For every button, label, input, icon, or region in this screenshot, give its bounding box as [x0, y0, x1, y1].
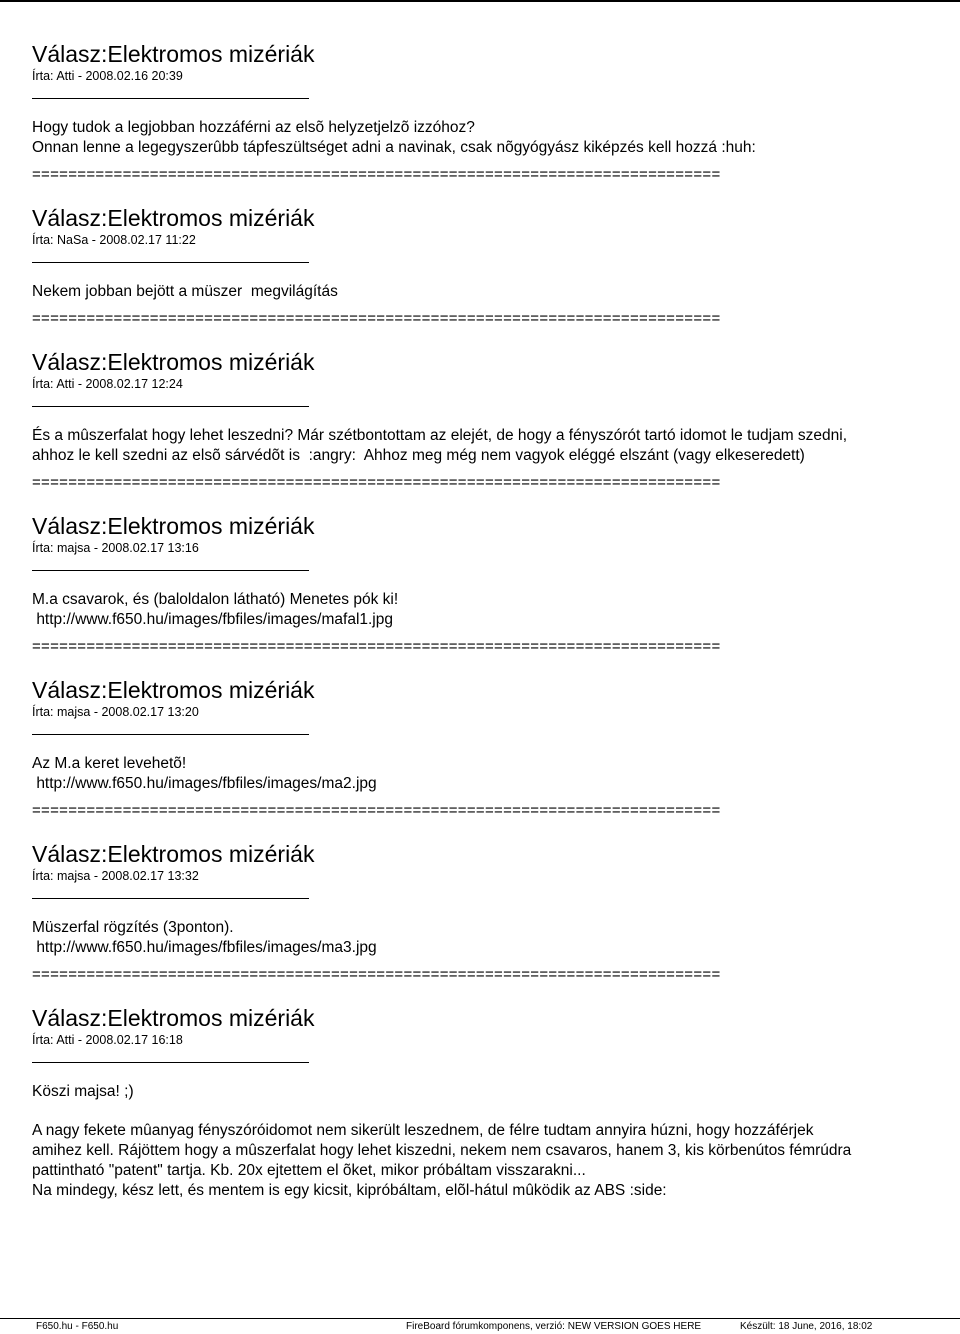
post: [32, 512, 932, 630]
post-title: Válasz:Elektromos mizériák: [32, 205, 315, 231]
post-line: Nekem jobban bejött a müszer megvilágítás: [32, 283, 338, 300]
post: [32, 348, 932, 466]
image-url-text: http://www.f650.hu/images/fbfiles/images/mafal1.jpg: [32, 611, 393, 628]
post-body: [32, 754, 932, 794]
post-meta: Írta: Atti - 2008.02.17 12:24: [32, 377, 183, 391]
post-body: [32, 282, 932, 302]
footer-site: F650.hu - F650.hu: [36, 1321, 119, 1332]
post-rule: [32, 98, 309, 99]
post-line: A nagy fekete mûanyag fényszóróidomot nem sikerült leszednem, de félre tudtam annyira húzni, hogy hozzáférjek: [32, 1122, 814, 1139]
image-url-text: http://www.f650.hu/images/fbfiles/images/ma3.jpg: [32, 939, 377, 956]
post-line: amihez kell. Rájöttem hogy a mûszerfalat hogy lehet kiszedni, nekem nem csavaros, hanem 3, kis körbenútos fémrúdra: [32, 1142, 852, 1159]
post-separator: ============================================================================: [32, 310, 721, 327]
post-body: [32, 590, 932, 630]
post: [32, 676, 932, 794]
post-meta: Írta: NaSa - 2008.02.17 11:22: [32, 233, 196, 247]
post-line: ahhoz le kell szedni az elsõ sárvédõt is :angry: Ahhoz meg még nem vagyok eléggé elszánt (vagy elkeseredett): [32, 447, 805, 464]
post-rule: [32, 898, 309, 899]
post-list: [32, 40, 932, 1201]
post-title: Válasz:Elektromos mizériák: [32, 349, 315, 375]
post-title: Válasz:Elektromos mizériák: [32, 513, 315, 539]
post: [32, 1004, 932, 1201]
post-separator: ============================================================================: [32, 474, 721, 491]
post-line: Hogy tudok a legjobban hozzáférni az elsõ helyzetjelzõ izzóhoz?: [32, 119, 475, 136]
post-separator: ============================================================================: [32, 638, 721, 655]
post-line: Az M.a keret levehetõ!: [32, 755, 187, 772]
post: [32, 840, 932, 958]
post-title: Válasz:Elektromos mizériák: [32, 677, 315, 703]
post-body: [32, 1082, 932, 1201]
post-separator: ============================================================================: [32, 966, 721, 983]
footer-component: FireBoard fórumkomponens, verzió: NEW VERSION GOES HERE: [406, 1321, 702, 1332]
post-separator: ============================================================================: [32, 166, 721, 183]
post-body: [32, 918, 932, 958]
post-meta: Írta: Atti - 2008.02.16 20:39: [32, 69, 183, 83]
post-line: Müszerfal rögzítés (3ponton).: [32, 919, 234, 936]
post: [32, 204, 932, 302]
post-line: pattintható "patent" tartja. Kb. 20x ejtettem el õket, mikor próbáltam visszarakni...: [32, 1162, 586, 1179]
post-meta: Írta: Atti - 2008.02.17 16:18: [32, 1033, 183, 1047]
post-separator: ============================================================================: [32, 802, 721, 819]
post-meta: Írta: majsa - 2008.02.17 13:20: [32, 705, 199, 719]
post-rule: [32, 1062, 309, 1063]
post-rule: [32, 734, 309, 735]
post-body: [32, 426, 932, 466]
post-rule: [32, 570, 309, 571]
post-body: [32, 118, 932, 158]
post-line: M.a csavarok, és (baloldalon látható) Menetes pók ki!: [32, 591, 399, 608]
post-line: Köszi majsa! ;): [32, 1083, 134, 1100]
post-title: Válasz:Elektromos mizériák: [32, 1005, 315, 1031]
footer-generated: Készült: 18 June, 2016, 18:02: [740, 1321, 873, 1332]
post-title: Válasz:Elektromos mizériák: [32, 41, 315, 67]
post-meta: Írta: majsa - 2008.02.17 13:16: [32, 541, 199, 555]
image-url-text: http://www.f650.hu/images/fbfiles/images/ma2.jpg: [32, 775, 377, 792]
post-line: És a mûszerfalat hogy lehet leszedni? Már szétbontottam az elejét, de hogy a fényszórót tartó idomot le tudjam szedni,: [32, 427, 848, 444]
post-rule: [32, 262, 309, 263]
post-rule: [32, 406, 309, 407]
post-title: Válasz:Elektromos mizériák: [32, 841, 315, 867]
post-line: Onnan lenne a legegyszerûbb tápfeszültséget adni a navinak, csak nõgyógyász kiképzés kell hozzá :huh:: [32, 139, 756, 156]
post-meta: Írta: majsa - 2008.02.17 13:32: [32, 869, 199, 883]
post-line: Na mindegy, kész lett, és mentem is egy kicsit, kipróbáltam, elõl-hátul mûködik az ABS :side:: [32, 1182, 667, 1199]
top-border: [0, 0, 960, 2]
post: [32, 40, 932, 158]
page-footer: [0, 1318, 960, 1333]
